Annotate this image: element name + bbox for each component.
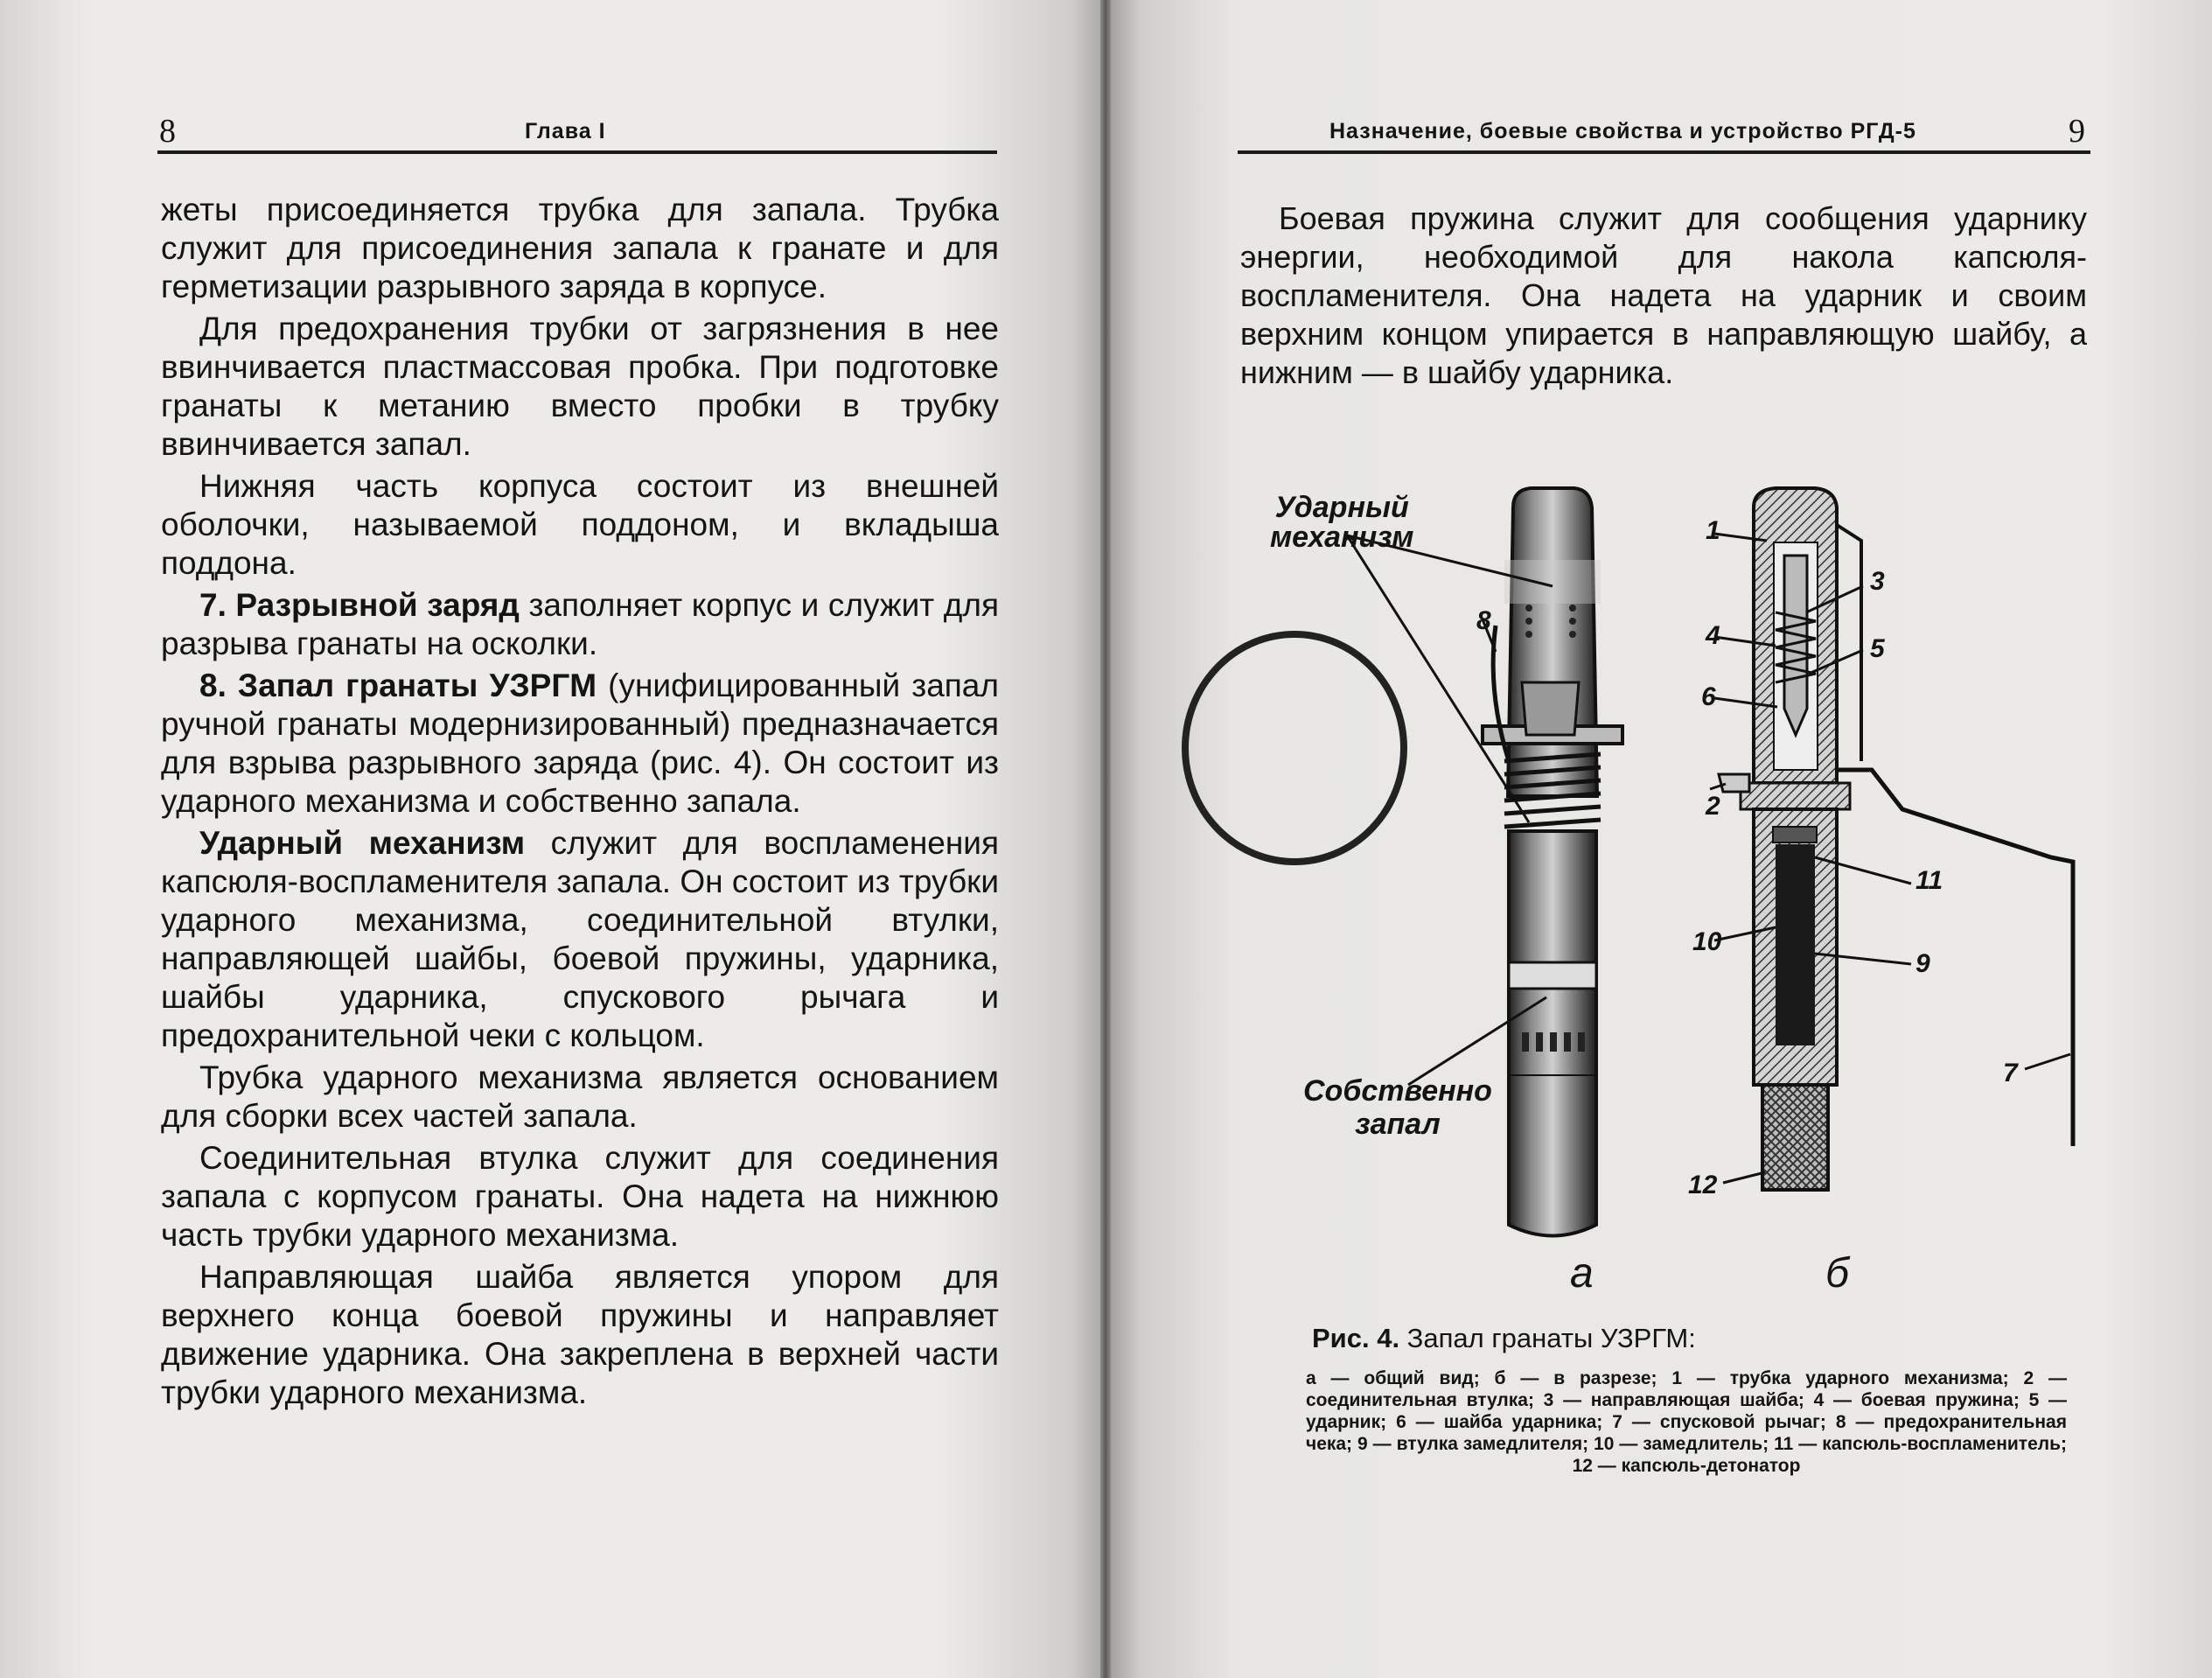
figure-legend: а — общий вид; б — в разрезе; 1 — трубка ударного механизма; 2 — соединительная втулка; 3 — направляющая шайба; 4 — боевая пружина; 5 — ударник; 6 — шайба ударника; 7 — спусковой рычаг; 8 — предохранительная чека; 9 — втулка замедлителя; 10 — замедлитель; 11 — капсюль-воспламенитель; 12 — капсюль-детонатор [1306,1368,2067,1476]
paragraph: Направляющая шайба является упором для верхнего конца боевой пружины и направляет движение ударника. Она закреплена в верхней части трубки ударного механизма. [161,1259,999,1410]
label-impact-line1: Ударный [1274,491,1409,524]
item-8-heading: 8. Запал гранаты УЗРГМ [199,668,597,703]
paragraph: жеты присоединяется трубка для запала. Трубка служит для присоединения запала к гранате и для герметизации разрывного заряда в корпусе. [161,192,999,304]
callout-8: 8 [1476,606,1491,635]
callout-6: 6 [1701,682,1716,711]
paragraph: Для предохранения трубки от загрязнения в нее ввинчивается пластмассовая пробка. При подготовке гранаты к метанию вместо пробки в трубку ввинчивается запал. [161,311,999,462]
callout-4: 4 [1706,621,1720,650]
label-impact-line2: механизм [1270,521,1414,554]
callout-5: 5 [1870,634,1885,663]
impact-text: служит для воспламенения капсюля-воспламенителя запала. Он состоит из трубки ударного механизма, соединительной втулки, направляющей шайбы, боевой пружины, ударника, шайбы ударника, спускового рычага и предохранительной чеки с кольцом. [161,825,1000,1053]
right-running-header [1238,105,2090,154]
caption-prefix: Рис. 4. [1312,1323,1400,1353]
callout-7: 7 [2003,1059,2018,1087]
release-lever [1837,770,2073,1146]
view-b-section [1710,488,2073,1190]
label-impact-mechanism [1270,493,1413,552]
left-running-header [157,105,997,154]
left-header-title: Глава I [525,119,606,143]
caption-text: Запал гранаты УЗРГМ: [1399,1323,1696,1353]
safety-pin-ring [1185,634,1404,862]
paragraph-item-7 [161,586,999,663]
callout-9: 9 [1915,949,1930,978]
item-7-text: заполняет корпус и служит для разрыва гранаты на осколки. [161,587,999,661]
callout-11: 11 [1915,866,1943,895]
impact-heading: Ударный механизм [199,825,526,861]
fuze-illustration [1111,472,2117,1330]
right-page-number: 9 [2069,113,2085,150]
figure-caption-title [1312,1323,1696,1354]
label-view-b: б [1825,1250,1849,1297]
callout-3: 3 [1870,567,1885,596]
callout-10: 10 [1692,927,1722,956]
paragraph: Нижняя часть корпуса состоит из внешней оболочки, называемой поддоном, и вкладыша поддона. [161,468,999,581]
left-page-number: 8 [159,113,176,150]
label-fuze-line1: Собственно [1303,1074,1492,1108]
label-view-a: а [1570,1250,1594,1297]
item-7-heading: 7. Разрывной заряд [199,587,520,623]
right-body-text [1240,199,2087,395]
label-fuze-proper [1303,1074,1492,1141]
label-fuze-line2: запал [1355,1108,1441,1141]
detonator-cap [1762,1085,1828,1190]
callout-1: 1 [1706,516,1720,545]
item-8-text: (унифицированный запал ручной гранаты модернизированный) предназначается для взрыва разрывного заряда (рис. 4). Он состоит из ударного механизма и собственно запала. [161,668,999,819]
callout-2: 2 [1706,792,1720,821]
paragraph: Соединительная втулка служит для соединения запала с корпусом гранаты. Она надета на нижнюю часть трубки ударного механизма. [161,1140,999,1253]
delay-element [1776,844,1815,1045]
right-header-title: Назначение, боевые свойства и устройство РГД-5 [1329,119,1916,143]
paragraph-item-8 [161,667,999,821]
left-body-text [161,191,999,1416]
paragraph-impact-mechanism [161,824,999,1055]
callout-12: 12 [1688,1171,1718,1199]
paragraph: Боевая пружина служит для сообщения ударнику энергии, необходимой для накола капсюля-воспламенителя. Она надета на ударник и своим верхним концом упирается в направляющую шайбу, а нижним — в шайбу ударника. [1240,200,2087,390]
impact-mechanism-tube [1508,488,1597,796]
paragraph: Трубка ударного механизма является основанием для сборки всех частей запала. [161,1059,999,1134]
book-gutter [1100,0,1111,1678]
